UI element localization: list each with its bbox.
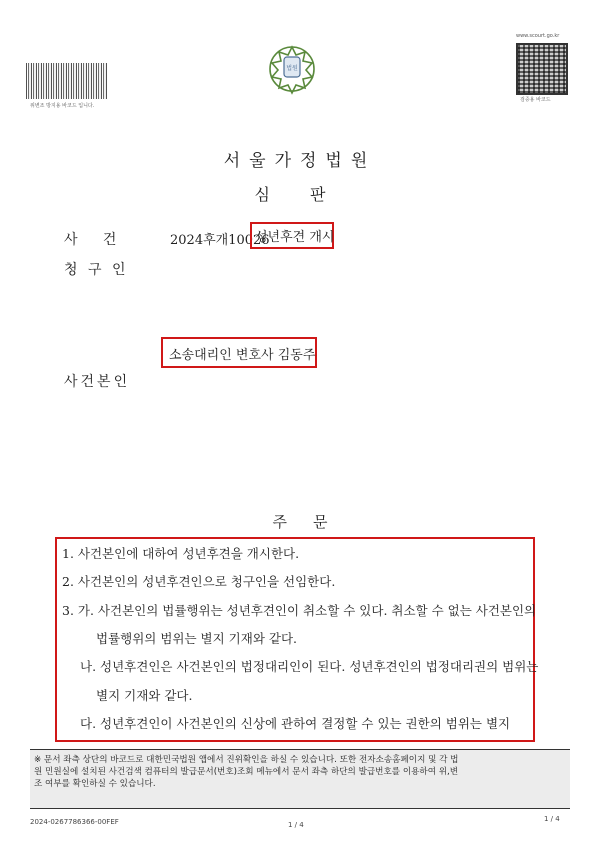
- order-line-2: 2. 사건본인의 성년후견인으로 청구인을 선임한다.: [62, 574, 336, 589]
- order-title: 주문: [272, 513, 354, 531]
- order-line-3c: 다. 성년후견인이 사건본인의 신상에 관하여 결정할 수 있는 권한의 범위는 별지: [80, 716, 511, 731]
- principal-label: 사건본인: [64, 374, 131, 390]
- order-line-3b: 나. 성년후견인은 사건본인의 법정대리인이 된다. 성년후견인의 법정대리권의 범위는: [80, 659, 539, 674]
- qr-url: www.scourt.go.kr: [516, 33, 560, 39]
- svg-text:법원: 법원: [286, 65, 298, 72]
- case-number: 2024후개10026: [170, 233, 270, 248]
- verification-notice: [30, 749, 570, 809]
- representative-highlight: [161, 337, 317, 368]
- notice-line-1: ※ 문서 좌측 상단의 바코드로 대한민국법원 앱에서 진위확인을 하실 수 있습니다. 또한 전자소송홈페이지 및 각 법: [34, 755, 459, 765]
- order-line-3: 3. 가. 사건본인의 법률행위는 성년후견인이 취소할 수 있다. 취소할 수 없는 사건본인의: [62, 603, 537, 618]
- case-name: 성년후견 개시: [255, 230, 335, 245]
- page-number-center: 1 / 4: [288, 821, 304, 829]
- document-id: 2024-0267786366-00FEF: [30, 818, 119, 826]
- order-line-3-cont: 법률행위의 범위는 별지 기재와 같다.: [96, 631, 297, 646]
- case-name-highlight: [250, 222, 334, 249]
- court-seal-icon: [262, 43, 322, 95]
- court-name: 서울가정법원: [223, 151, 377, 171]
- verification-qr-code: [516, 43, 568, 95]
- barcode-caption: 위변조 방지용 바코드 입니다.: [30, 103, 95, 109]
- notice-line-2: 원 민원실에 설치된 사건검색 컴퓨터의 발급문서(번호)조회 메뉴에서 문서 좌측 하단의 발급번호를 이용하여 위,변: [34, 767, 459, 777]
- order-line-1: 1. 사건본인에 대하여 성년후견을 개시한다.: [62, 546, 300, 561]
- notice-line-3: 조 여부를 확인하실 수 있습니다.: [34, 779, 156, 789]
- case-label: 사 건: [64, 232, 120, 248]
- order-line-3b-cont: 별지 기재와 같다.: [96, 688, 193, 703]
- document-type: 심판: [254, 185, 366, 204]
- anti-forgery-barcode: [26, 63, 108, 99]
- page-number-right: 1 / 4: [544, 815, 560, 823]
- representative: 소송대리인 변호사 김동주: [169, 348, 316, 363]
- claimant-label: 청 구 인: [64, 262, 129, 278]
- qr-caption: 검증용 바코드: [520, 97, 551, 103]
